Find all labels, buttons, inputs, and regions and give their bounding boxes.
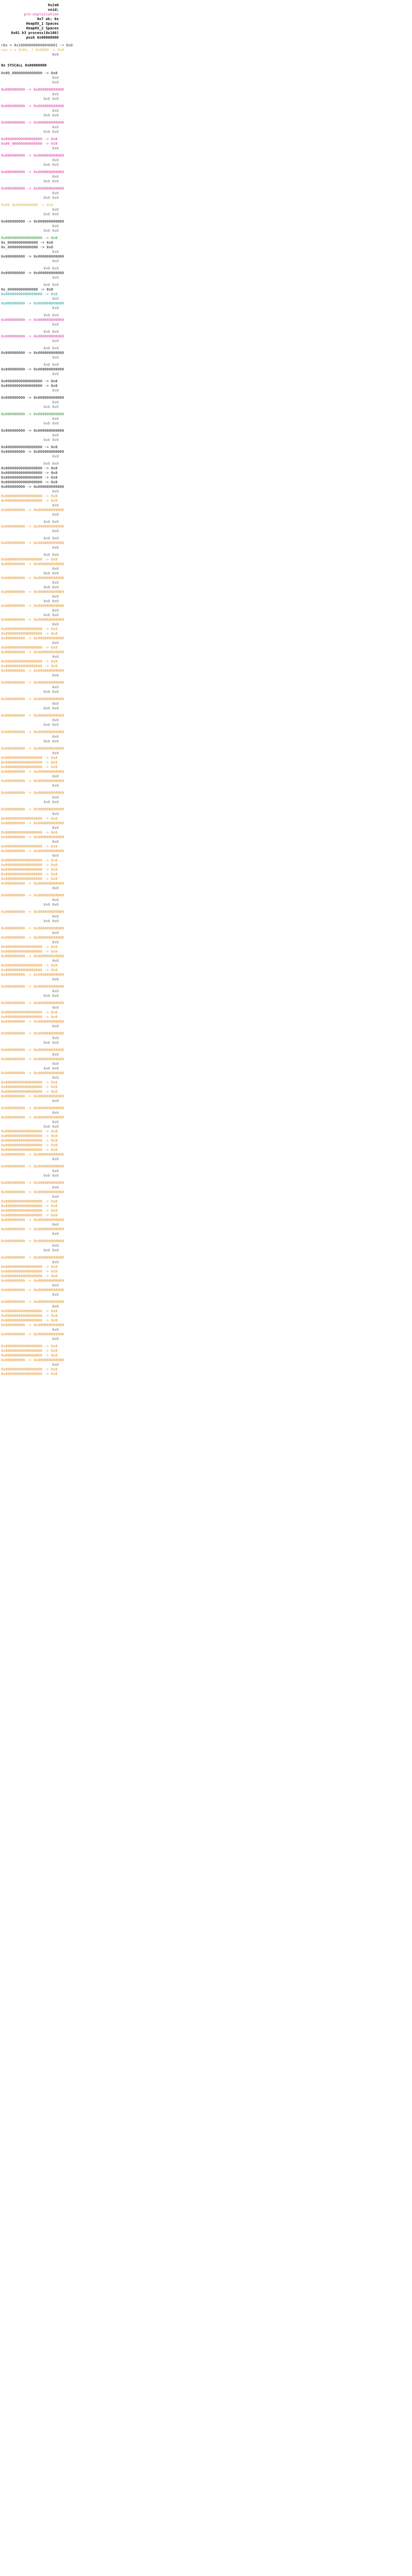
log-line: 0x0 0x0 xyxy=(43,536,59,540)
log-line: 0x00000000000000000 -> 0x0 xyxy=(1,646,58,650)
log-line: 0x0 0x0 xyxy=(43,1174,59,1178)
log-line: 0x000000000 -> 0x000000000000 xyxy=(1,1256,64,1260)
log-line: 0x0 xyxy=(52,940,59,944)
log-line: 0x0 xyxy=(52,372,59,376)
log-line: 0x000000000 -> 0x000000000000 xyxy=(1,1279,64,1283)
log-line: 0x0 xyxy=(52,1363,59,1367)
log-line: 0x0 xyxy=(52,546,59,550)
log-line: 0x00000000000000000 -> 0x0 xyxy=(1,1209,58,1213)
log-line: 0x0 xyxy=(52,898,59,902)
log-line: 0x00000000000000000 -> 0x0 xyxy=(1,471,58,475)
log-line: 0x000000000 -> 0x000000000000 xyxy=(1,1048,64,1052)
log-line: 0x000000000 -> 0x000000000000 xyxy=(1,747,64,751)
log-line: 0x00000000000000000 -> 0x0 xyxy=(1,627,58,631)
log-line: 0x0 0x0 xyxy=(43,706,59,710)
log-line: 0x000000000 -> 0x000000000000 xyxy=(1,669,64,673)
log-line: 0x0 xyxy=(52,812,59,816)
log-line: 0x0 0x0 xyxy=(43,1066,59,1071)
log-line: 0x000000000 -> 0x000000000000 xyxy=(1,650,64,654)
header-line-2: void; xyxy=(47,8,59,12)
log-line: 0x00000000000000000 -> 0x0 xyxy=(1,1353,58,1358)
log-line: 0x_00000000000000 -> 0x0 xyxy=(1,241,54,245)
log-line: 0x0 0x0 xyxy=(43,723,59,727)
log-line: 0x0 0x0 xyxy=(43,599,59,603)
log-line: 0x0 0x0 xyxy=(43,585,59,589)
log-line: 0x0 xyxy=(52,784,59,788)
log-line: 0x0 xyxy=(52,1024,59,1028)
log-line: 0x00_00000000000000 -> 0x0 xyxy=(1,71,58,75)
log-line: 0x0 xyxy=(52,1293,59,1297)
log-line: 0x000000000 -> 0x000000000000 xyxy=(1,219,64,224)
log-line: 0x0 xyxy=(52,306,59,310)
log-line: 0x000000000 -> 0x000000000000 xyxy=(1,412,64,416)
log-line: 0x0 0x0 xyxy=(43,1125,59,1129)
log-line: 0x0 0x0 xyxy=(43,405,59,409)
log-line: 0x0 xyxy=(52,1157,59,1161)
log-line: 0x000000000 -> 0x000000000000 xyxy=(1,779,64,783)
log-line: 0x000000000 -> 0x000000000000 xyxy=(1,926,64,930)
log-line: 0x000000000 -> 0x000000000000 xyxy=(1,1288,64,1292)
log-line: 0x000000000 -> 0x000000000000 xyxy=(1,1300,64,1304)
log-line: 0x000000000 -> 0x000000000000 xyxy=(1,714,64,718)
log-line: 0x0 xyxy=(52,433,59,437)
log-line: 0x0 xyxy=(52,914,59,919)
log-line: 0x00_00000000000000 -> 0x0 xyxy=(1,142,58,146)
log-line: 0x00000000000000000 -> 0x0 xyxy=(1,236,58,240)
log-line: 0x00000000000000000 -> 0x0 xyxy=(1,863,58,867)
log-line: 0x000000000 -> 0x000000000000 xyxy=(1,1106,64,1110)
log-line: 0x0 xyxy=(52,417,59,421)
log-line: 0x00000000000000000 -> 0x0 xyxy=(1,963,58,968)
log-line: 0x0 xyxy=(52,1283,59,1287)
log-line: 0x_00000000000000 -> 0x0 xyxy=(1,287,54,292)
intro-line-2: rax = x_0x0a_ / 0x0000 -> 0x0 xyxy=(1,48,64,52)
log-line: 0x000000000 -> 0x000000000000 xyxy=(1,1153,64,1157)
log-line: 0x0 xyxy=(52,224,59,228)
log-lines xyxy=(0,71,64,1377)
log-line: 0x000000000 -> 0x000000000000 xyxy=(1,1239,64,1243)
log-line: 0x000000000 -> 0x000000000000 xyxy=(1,821,64,825)
log-line: 0x00000000000000000 -> 0x0 xyxy=(1,1344,58,1348)
log-line: 0x00000000000000000 -> 0x0 xyxy=(1,1134,58,1138)
log-line: 0x00000000000000000 -> 0x0 xyxy=(1,292,58,296)
log-line: 0x0 0x0 xyxy=(43,130,59,134)
log-line: 0x000000000 -> 0x000000000000 xyxy=(1,255,64,259)
log-line: 0x000000000 -> 0x000000000000 xyxy=(1,697,64,701)
log-line: 0x00000000000000000 -> 0x0 xyxy=(1,494,58,498)
log-line: 0x0 xyxy=(52,1062,59,1066)
log-line: 0x00000000000000000 -> 0x0 xyxy=(1,844,58,849)
log-line: 0x0 xyxy=(52,76,59,80)
log-line: 0x000000000 -> 0x000000000000 xyxy=(1,1218,64,1222)
log-line: 0x0 0x0 xyxy=(43,1248,59,1252)
log-line: 0x00000000000000000 -> 0x0 xyxy=(1,1080,58,1084)
log-line: 0x0 xyxy=(52,109,59,113)
log-line: 0x000000000 -> 0x000000000000 xyxy=(1,301,64,306)
log-line: 0x00000000000000000 -> 0x0 xyxy=(1,1199,58,1204)
log-line: 0x000000000 -> 0x000000000000 xyxy=(1,1001,64,1005)
log-line: 0x000000000 -> 0x000000000000 xyxy=(1,791,64,795)
log-line: 0x000000000 -> 0x000000000000 xyxy=(1,450,64,454)
log-line: 0x000000000 -> 0x000000000000 xyxy=(1,121,64,125)
header-line-7: 0x01 h3 process[0x100] xyxy=(11,31,59,35)
log-line: 0x0 xyxy=(52,1120,59,1124)
log-line: 0x0 xyxy=(52,840,59,844)
log-line: 0x0 xyxy=(52,595,59,599)
log-line: 0x0 0x0 xyxy=(43,571,59,575)
log-line: 0x00000000000000000 -> 0x0 xyxy=(1,1148,58,1152)
log-line: 0x0 0x0 xyxy=(43,196,59,200)
log-line: 0x00000000000000000 -> 0x0 xyxy=(1,760,58,765)
log-line: 0x0 xyxy=(52,1304,59,1309)
log-line: 0x00000000000000000 -> 0x0 xyxy=(1,1318,58,1323)
log-line: 0x000000000 -> 0x000000000000 xyxy=(1,893,64,897)
log-line: 0x000000000 -> 0x000000000000 xyxy=(1,835,64,839)
intro-line-1: rbx = 0x100000000000040001 -> 0x0 xyxy=(1,43,73,47)
log-line: 0x000000000 -> 0x000000000000 xyxy=(1,318,64,322)
log-line: 0x000000000 -> 0x000000000000 xyxy=(1,271,64,275)
log-line: 0x00000000000000000 -> 0x0 xyxy=(1,384,58,388)
log-line: 0x00000000000000000 -> 0x0 xyxy=(1,1010,58,1014)
log-line: 0x0 xyxy=(52,1244,59,1248)
log-line: 0x000000000 -> 0x000000000000 xyxy=(1,541,64,545)
log-line: 0x0 0x0 xyxy=(43,690,59,694)
log-line: 0x0 0x0 xyxy=(43,462,59,466)
log-line: 0x000000000 -> 0x000000000000 xyxy=(1,604,64,608)
log-line: 0x00000000000000000 -> 0x0 xyxy=(1,445,58,449)
log-line: 0x000000000 -> 0x000000000000 xyxy=(1,973,64,977)
log-line: 0x000000000 -> 0x000000000000 xyxy=(1,351,64,355)
log-line: 0x000000000 -> 0x000000000000 xyxy=(1,1164,64,1168)
log-line: 0x0 xyxy=(52,125,59,129)
log-line: 0x000000000 -> 0x000000000000 xyxy=(1,590,64,594)
log-line: 0x00000000000000000 -> 0x0 xyxy=(1,765,58,769)
log-line: 0x000000000 -> 0x000000000000 xyxy=(1,88,64,92)
log-line: 0x0 xyxy=(52,854,59,858)
log-line: 0x0 xyxy=(52,1232,59,1236)
log-line: 0x000000000 -> 0x000000000000 xyxy=(1,730,64,734)
log-line: 0x0 xyxy=(52,1169,59,1173)
log-line: 0x0 xyxy=(52,146,59,150)
log-line: 0x00000000000000000 -> 0x0 xyxy=(1,1204,58,1208)
log-line: 0x000000000 -> 0x000000000000 xyxy=(1,524,64,529)
log-line: 0x0 0x0 xyxy=(43,346,59,350)
log-line: 0x0 xyxy=(52,751,59,755)
log-line: 0x000000000 -> 0x000000000000 xyxy=(1,1332,64,1336)
section-heading: 0x SYSCALL 0x00000000 xyxy=(1,63,47,67)
log-line: 0x0 0x0 xyxy=(43,97,59,101)
log-line: 0x0 0x0 xyxy=(43,421,59,426)
log-line: 0x0 0x0 xyxy=(43,1041,59,1045)
log-line: 0x0 xyxy=(52,503,59,507)
log-line: 0x000000000 -> 0x000000000000 xyxy=(1,1323,64,1327)
log-line: 0x000000000 -> 0x000000000000 xyxy=(1,154,64,158)
log-line: 0x0 xyxy=(52,685,59,689)
log-line: 0x0 0x0 xyxy=(43,229,59,233)
log-line: 0x00000000000000000 -> 0x0 xyxy=(1,466,58,470)
log-line: 0x0 xyxy=(52,1036,59,1040)
log-line: 0x00000000000000000 -> 0x0 xyxy=(1,476,58,480)
log-line: 0x000000000 -> 0x000000000000 xyxy=(1,910,64,914)
log-line: 0x0 xyxy=(52,489,59,494)
log-line: 0x00000000000000000 -> 0x0 xyxy=(1,379,58,383)
log-line: 0x0 0x0 xyxy=(43,330,59,334)
log-line: 0x0 xyxy=(52,1195,59,1199)
log-line: 0x0 xyxy=(52,208,59,212)
log-line: 0x0 0x0 xyxy=(43,994,59,998)
log-line: 0x0 xyxy=(52,735,59,739)
log-line: 0x0 0x0 xyxy=(43,739,59,743)
log-line: 0x0 xyxy=(52,388,59,393)
log-line: 0x00000000000000000 -> 0x0 xyxy=(1,1265,58,1269)
log-column xyxy=(0,3,73,1377)
header-line-5: Heap8X_1 Spaces xyxy=(26,22,59,26)
log-line: 0x0 xyxy=(52,276,59,280)
log-line: 0x0 xyxy=(52,608,59,613)
log-line: 0x00000000000000000 -> 0x0 xyxy=(1,499,58,503)
log-line: 0x000000000 -> 0x000000000000 xyxy=(1,508,64,512)
log-line: 0x0 xyxy=(52,297,59,301)
log-line: 0x000000000 -> 0x000000000000 xyxy=(1,1057,64,1061)
log-line: 0x0 xyxy=(52,655,59,659)
log-line: 0x0 xyxy=(52,175,59,179)
log-line: 0x000000000 -> 0x000000000000 xyxy=(1,396,64,400)
log-line: 0x0 0x0 xyxy=(43,919,59,923)
log-line: 0x00000000000000000 -> 0x0 xyxy=(1,137,58,141)
log-line: 0x000000000 -> 0x000000000000 xyxy=(1,618,64,622)
log-line: 0x0 xyxy=(52,1185,59,1190)
log-line: 0x000000000 -> 0x000000000000 xyxy=(1,562,64,566)
log-line: 0x0 xyxy=(52,259,59,263)
log-line: 0x0 xyxy=(52,513,59,517)
log-line: 0x00000000000000000 -> 0x0 xyxy=(1,831,58,835)
log-line: 0x0 xyxy=(52,1223,59,1227)
log-line: 0x0 xyxy=(52,622,59,626)
log-line: 0x00000000000000000 -> 0x0 xyxy=(1,1367,58,1371)
log-line: 0x00000000000000000 -> 0x0 xyxy=(1,664,58,668)
log-line: 0x0 0x0 xyxy=(43,313,59,317)
log-line: 0x000000000 -> 0x000000000000 xyxy=(1,1071,64,1075)
log-line: 0x0 0x0 xyxy=(43,283,59,287)
log-line: 0x0 xyxy=(52,1328,59,1332)
log-line: 0x0 xyxy=(52,581,59,585)
log-line: 0x00000000000000000 -> 0x0 xyxy=(1,1015,58,1019)
log-line: 0x0 0x0 xyxy=(43,613,59,617)
header-line-8: push 0x00000000 xyxy=(26,36,59,40)
log-line: 0x00000000000000000 -> 0x0 xyxy=(1,1143,58,1147)
log-line: 0x0 xyxy=(52,323,59,327)
log-line: 0x00000000000000000 -> 0x0 xyxy=(1,817,58,821)
log-line: 0x00000000000000000 -> 0x0 xyxy=(1,1213,58,1217)
header-line-4: 0x7 ok; 0x xyxy=(37,17,59,21)
log-line: 0x0 xyxy=(52,1260,59,1264)
log-line: 0x0 xyxy=(52,158,59,162)
log-line: 0x0 0x0 xyxy=(43,438,59,442)
log-line: 0x000000000 -> 0x000000000000 xyxy=(1,1181,64,1185)
log-line: 0x0 xyxy=(52,1006,59,1010)
log-line: 0x00000000000000000 -> 0x0 xyxy=(1,1129,58,1133)
log-line: 0x00000000000000000 -> 0x0 xyxy=(1,480,58,484)
log-line: 0x00000000000000000 -> 0x0 xyxy=(1,877,58,881)
log-line: 0x0 xyxy=(52,641,59,645)
log-line: 0x000000000 -> 0x000000000000 xyxy=(1,1020,64,1024)
log-line: 0x00000000000000000 -> 0x0 xyxy=(1,1274,58,1278)
header-line-6: Heap8X_2 Spaces xyxy=(26,26,59,30)
log-line: 0x000000000 -> 0x000000000000 xyxy=(1,187,64,191)
log-line: 0x0 xyxy=(52,931,59,935)
log-line: 0x00000000000000000 -> 0x0 xyxy=(1,1349,58,1353)
log-line: 0x0 xyxy=(52,1076,59,1080)
header-line-3: pre-exploitation xyxy=(24,12,59,16)
log-line: 0x000000000 -> 0x000000000000 xyxy=(1,1031,64,1036)
log-line: 0x000000000 -> 0x000000000000 xyxy=(1,954,64,958)
log-line: 0x0 0x0 xyxy=(43,266,59,270)
intro-line-3: 0x0 xyxy=(52,53,59,57)
log-line: 0x000000000 -> 0x000000000000 xyxy=(1,334,64,338)
log-line: 0x000000000 -> 0x000000000000 xyxy=(1,985,64,989)
log-line: 0x000000000 -> 0x000000000000 xyxy=(1,576,64,580)
log-line: 0x0 xyxy=(52,795,59,800)
log-line: 0x0 xyxy=(52,355,59,360)
log-line: 0x0 0x0 xyxy=(43,553,59,557)
log-line: 0x0 xyxy=(52,1053,59,1057)
log-line: 0x_00000000000000 -> 0x0 xyxy=(1,245,54,249)
log-line: 0x00000000000000000 -> 0x0 xyxy=(1,868,58,872)
log-line: 0x0 xyxy=(52,1099,59,1103)
log-line: 0x0 xyxy=(52,80,59,84)
log-line: 0x0 xyxy=(52,1111,59,1115)
log-line: 0x00000000000000000 -> 0x0 xyxy=(1,659,58,664)
log-line: 0x0 0x0 xyxy=(43,163,59,167)
log-line: 0x00000000000000000 -> 0x0 xyxy=(1,1269,58,1274)
log-line: 0x00 0x0000000000 -> 0x0 xyxy=(1,203,54,207)
log-line: 0x00000000000000000 -> 0x0 xyxy=(1,1309,58,1313)
log-line: 0x00000000000000000 -> 0x0 xyxy=(1,1090,58,1094)
log-line: 0x0 xyxy=(52,718,59,722)
log-line: 0x0 0x0 xyxy=(43,179,59,183)
log-line: 0x0 xyxy=(52,400,59,404)
log-line: 0x0 0x0 xyxy=(43,363,59,367)
log-line: 0x000000000 -> 0x000000000000 xyxy=(1,770,64,774)
log-line: 0x000000000 -> 0x000000000000 xyxy=(1,807,64,811)
log-line: 0x00000000000000000 -> 0x0 xyxy=(1,945,58,949)
log-line: 0x0 xyxy=(52,826,59,830)
log-line: 0x000000000 -> 0x000000000000 xyxy=(1,1227,64,1231)
log-line: 0x0 xyxy=(52,959,59,963)
log-line: 0x00000000000000000 -> 0x0 xyxy=(1,1139,58,1143)
log-line: 0x0 xyxy=(52,989,59,993)
log-line: 0x0 0x0 xyxy=(43,903,59,907)
log-line: 0x0 0x0 xyxy=(43,800,59,804)
log-line: 0x000000000 -> 0x000000000000 xyxy=(1,1115,64,1120)
log-line: 0x0 0x0 xyxy=(43,212,59,216)
log-line: 0x00000000000000000 -> 0x0 xyxy=(1,557,58,562)
log-line: 0x00000000000000000 -> 0x0 xyxy=(1,1085,58,1089)
log-line: 0x0 xyxy=(52,1337,59,1341)
log-line: 0x000000000 -> 0x000000000000 xyxy=(1,104,64,108)
log-line: 0x0 xyxy=(52,977,59,981)
log-line: 0x00000000000000000 -> 0x0 xyxy=(1,756,58,760)
log-line: 0x00000000000000000 -> 0x0 xyxy=(1,632,58,636)
log-line: 0x00000000000000000 -> 0x0 xyxy=(1,858,58,862)
log-line: 0x000000000 -> 0x000000000000 xyxy=(1,849,64,853)
log-line: 0x0 xyxy=(52,92,59,96)
log-line: 0x000000000 -> 0x000000000000 xyxy=(1,367,64,371)
log-line: 0x000000000 -> 0x000000000000 xyxy=(1,429,64,433)
log-line: 0x000000000 -> 0x000000000000 xyxy=(1,936,64,940)
log-line: 0x0 xyxy=(52,702,59,706)
log-line: 0x0 xyxy=(52,567,59,571)
header-line-1: 0x2a0 xyxy=(47,3,59,7)
log-line: 0x000000000 -> 0x000000000000 xyxy=(1,170,64,174)
log-line: 0x0 xyxy=(52,774,59,778)
log-line: 0x00000000000000000 -> 0x0 xyxy=(1,968,58,972)
log-line: 0x0 0x0 xyxy=(43,113,59,117)
log-line: 0x000000000 -> 0x000000000000 xyxy=(1,485,64,489)
log-line: 0x0 xyxy=(52,191,59,195)
log-line: 0x000000000 -> 0x000000000000 xyxy=(1,1190,64,1194)
log-line: 0x00000000000000000 -> 0x0 xyxy=(1,950,58,954)
log-line: 0x0 xyxy=(52,529,59,533)
log-line: 0x0 xyxy=(52,454,59,459)
log-line: 0x000000000 -> 0x000000000000 xyxy=(1,882,64,886)
log-line: 0x000000000 -> 0x000000000000 xyxy=(1,636,64,640)
log-line: 0x000000000 -> 0x000000000000 xyxy=(1,681,64,685)
log-line: 0x000000000 -> 0x000000000000 xyxy=(1,1358,64,1362)
log-line: 0x000000000 -> 0x000000000000 xyxy=(1,1094,64,1098)
log-line: 0x00000000000000000 -> 0x0 xyxy=(1,1372,58,1376)
log-line: 0x0 0x0 xyxy=(43,520,59,524)
log-line: 0x0 xyxy=(52,339,59,343)
log-line: 0x0 xyxy=(52,250,59,254)
log-line: 0x00000000000000000 -> 0x0 xyxy=(1,872,58,876)
log-line: 0x0 xyxy=(52,886,59,890)
log-line: 0x0 xyxy=(52,673,59,677)
log-line: 0x00000000000000000 -> 0x0 xyxy=(1,1314,58,1318)
